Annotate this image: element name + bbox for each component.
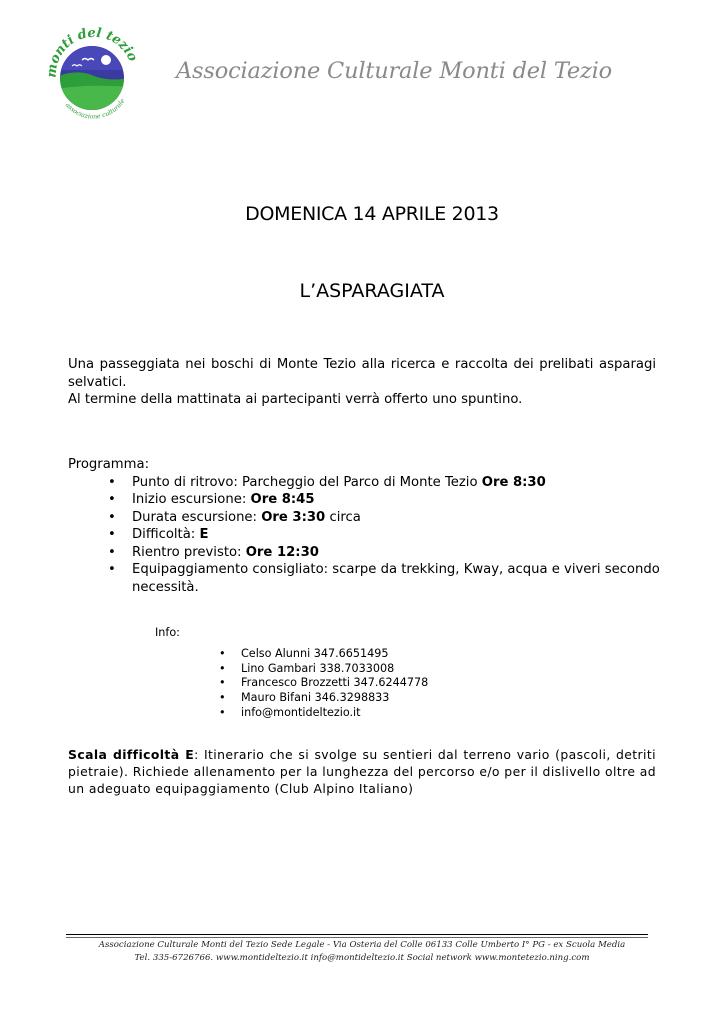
bullet-icon: • — [108, 544, 116, 560]
program-section — [68, 456, 668, 596]
program-list — [68, 474, 668, 597]
footer-contacts: Tel. 335-6726766. www.montideltezio.it info@montideltezio.it Social network www.montetezio.ning.com — [134, 953, 590, 963]
list-item: • Punto di ritrovo: Parcheggio del Parco di Monte Tezio Ore 8:30 — [108, 474, 546, 490]
contact-item: • info@montideltezio.it — [219, 705, 361, 719]
association-title: Associazione Culturale Monti del Tezio — [176, 58, 613, 84]
contact-list — [155, 647, 428, 721]
footer-divider — [66, 934, 648, 935]
bullet-icon: • — [219, 705, 226, 719]
bullet-icon: • — [108, 474, 116, 490]
list-item: • Durata escursione: Ore 3:30 circa — [108, 509, 361, 525]
intro-section — [68, 356, 656, 409]
bullet-icon: • — [108, 509, 116, 525]
info-section — [155, 626, 428, 721]
bullet-icon: • — [219, 661, 226, 675]
contact-item: • Lino Gambari 338.7033008 — [219, 661, 395, 675]
list-item: • Inizio escursione: Ore 8:45 — [108, 492, 315, 507]
list-item: • Equipaggiamento consigliato: scarpe da trekking, Kway, acqua e viveri secondo necessità. — [108, 562, 660, 595]
list-item: • Difficoltà: E — [108, 527, 209, 542]
bullet-icon: • — [108, 562, 116, 577]
bullet-icon: • — [219, 646, 226, 660]
bullet-icon: • — [108, 492, 116, 507]
logo-text-bottom: associazione culturale — [63, 97, 127, 121]
bullet-icon: • — [219, 691, 226, 705]
difficulty-scale-label: Scala difficoltà E — [68, 747, 195, 762]
event-name: L’ASPARAGIATA — [299, 280, 445, 302]
difficulty-scale — [68, 746, 656, 797]
program-label: Programma: — [68, 457, 150, 472]
event-date: DOMENICA 14 APRILE 2013 — [245, 203, 499, 225]
footer-address: Associazione Culturale Monti del Tezio Sede Legale - Via Osteria del Colle 06133 Colle Umberto I° PG - ex Scuola Media — [98, 940, 626, 950]
logo-text-top: monti del tezio — [44, 26, 141, 79]
contact-item: • Mauro Bifani 346.3298833 — [219, 691, 390, 705]
intro-line-1: Una passeggiata nei boschi di Monte Tezio alla ricerca e raccolta dei prelibati asparagi selvatici. — [68, 357, 656, 390]
bullet-icon: • — [219, 676, 226, 690]
association-logo — [42, 26, 142, 126]
logo-graphic — [42, 26, 142, 126]
list-item: • Rientro previsto: Ore 12:30 — [108, 544, 319, 560]
contact-item: • Francesco Brozzetti 347.6244778 — [219, 676, 429, 690]
footer-divider-secondary — [66, 937, 648, 938]
bullet-icon: • — [108, 527, 116, 542]
difficulty-scale-text: : Itinerario che si svolge su sentieri dal terreno vario (pascoli, detriti pietraie). Richiede allenamento per la lunghezza del percorso e/o per il dislivello oltre ad un adeguato equipaggiamento (Club Alpino Italiano) — [68, 747, 656, 796]
info-label: Info: — [155, 626, 180, 639]
contact-item: • Celso Alunni 347.6651495 — [219, 646, 389, 660]
intro-line-2: Al termine della mattinata ai partecipanti verrà offerto uno spuntino. — [68, 392, 523, 407]
